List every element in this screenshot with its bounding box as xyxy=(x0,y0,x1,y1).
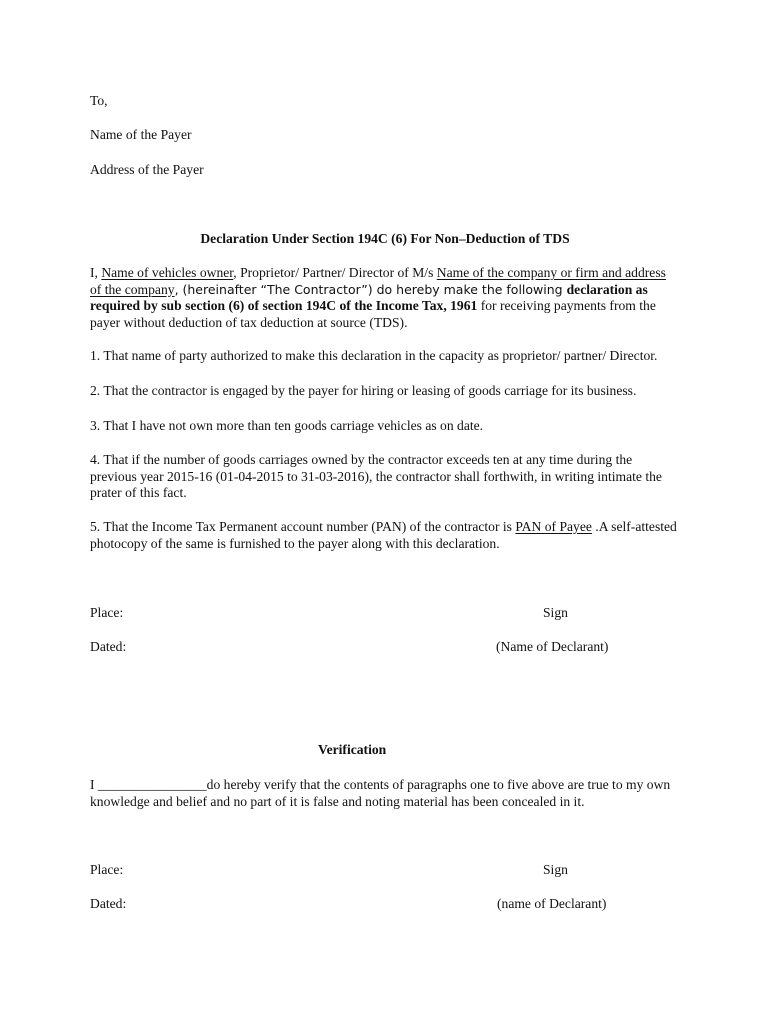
verification-sign-label: Sign xyxy=(543,862,568,877)
declarant-label: (Name of Declarant) xyxy=(496,639,609,654)
dated-label: Dated: xyxy=(90,639,127,654)
owner-name-placeholder: Name of vehicles owner xyxy=(101,265,234,280)
point-4: 4. That if the number of goods carriages owned by the contractor exceeds ten at any time during the previous year 2015-16 (01-04-2015 to 31-03-2016), the contractor shall forthwith, in writing intimate the prater of this fact. xyxy=(90,452,662,500)
verification-dated-label: Dated: xyxy=(90,896,127,911)
point-1: 1. That name of party authorized to make this declaration in the capacity as proprietor/ partner/ Director. xyxy=(90,348,658,363)
declaration-title: Declaration Under Section 194C (6) For Non–Deduction of TDS xyxy=(200,231,570,246)
declaration-intro xyxy=(90,265,680,331)
verification-text: I ________________do hereby verify that the contents of paragraphs one to five above are true to my own knowledge and belief and no part of it is false and noting material has been concealed in it. xyxy=(90,777,671,809)
intro-suffix: for receiving payments from the payer without deduction of tax deduction at source (TDS). xyxy=(90,298,656,330)
pan-placeholder: PAN of Payee xyxy=(515,519,592,534)
intro-mid1: , Proprietor/ Partner/ Director of M/s xyxy=(233,265,437,280)
to-line: To, xyxy=(90,93,108,108)
sign-label: Sign xyxy=(543,605,568,620)
point-2: 2. That the contractor is engaged by the payer for hiring or leasing of goods carriage for its business. xyxy=(90,383,637,398)
intro-bold-statement: declaration as required by sub section (6) of section 194C of the Income Tax, 1961 xyxy=(90,281,648,313)
intro-mid2: , (hereinafter “The Contractor”) do hereby make the following xyxy=(174,281,567,297)
point-5-suffix: .A self-attested photocopy of the same is furnished to the payer along with this declaration. xyxy=(90,519,677,551)
point-5 xyxy=(90,519,680,552)
company-placeholder: Name of the company or firm and address of the company xyxy=(90,265,666,297)
intro-prefix: I, xyxy=(90,265,102,280)
verification-title: Verification xyxy=(318,742,387,757)
payer-address: Address of the Payer xyxy=(90,162,204,177)
point-3: 3. That I have not own more than ten goods carriage vehicles as on date. xyxy=(90,418,484,433)
payer-name: Name of the Payer xyxy=(90,127,192,142)
place-label: Place: xyxy=(90,605,124,620)
point-5-prefix: 5. That the Income Tax Permanent account number (PAN) of the contractor is xyxy=(90,519,516,534)
verification-declarant-label: (name of Declarant) xyxy=(497,896,607,911)
verification-place-label: Place: xyxy=(90,862,124,877)
